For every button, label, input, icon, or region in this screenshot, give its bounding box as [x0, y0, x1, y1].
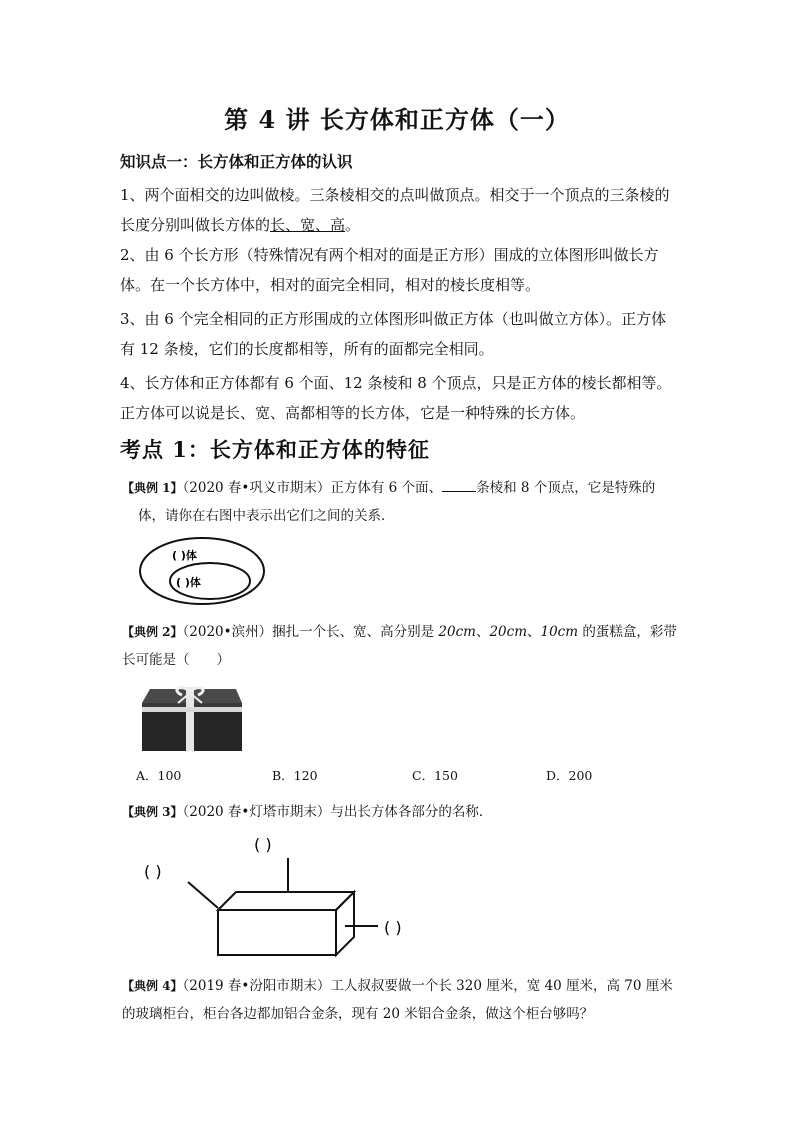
cuboid-right-face — [336, 892, 354, 955]
example-2-tag: 【典例 2】 — [122, 625, 183, 639]
paragraph-1-text: 1、两个面相交的边叫做棱。三条棱相交的点叫做顶点。相交于一个顶点的三条棱的长度分别叫做长方体的 — [120, 186, 670, 234]
option-b[interactable]: B．120 — [272, 768, 318, 783]
example-1 — [122, 474, 682, 530]
example-1-text-b: 条棱和 8 个顶点，它是特殊的 — [476, 480, 656, 496]
option-a[interactable]: A．100 — [136, 768, 182, 783]
paragraph-1-end: 。 — [345, 216, 361, 234]
outer-label: ( )体 — [172, 549, 197, 562]
example-4-tag: 【典例 4】 — [122, 979, 183, 993]
example-2-text-a: （2020•滨州）捆扎一个长、宽、高分别是 — [182, 624, 439, 640]
example-2: 【典例 2】（2020•滨州）捆扎一个长、宽、高分别是 20cm、20cm、10cm 的蛋糕盒，彩带长可能是（ ） — [122, 624, 677, 668]
blank-left: ( ) — [144, 862, 162, 881]
section-heading-knowledge: 知识点一：长方体和正方体的认识 — [120, 152, 353, 171]
paragraph-3: 3、由 6 个完全相同的正方形围成的立体图形叫做正方体（也叫做立方体）。正方体有 12 条棱，它们的长度都相等，所有的面都完全相同。 — [120, 310, 667, 358]
example-1-blank — [442, 477, 476, 492]
blank-right: ( ) — [384, 918, 402, 937]
inner-label: ( )体 — [176, 576, 201, 589]
example-1-venn-diagram — [138, 535, 268, 610]
section-heading-exam-point: 考点 1：长方体和正方体的特征 — [120, 437, 430, 462]
dimension-3: 10cm — [540, 624, 579, 640]
cuboid-top-face — [218, 892, 354, 910]
dimension-2: 20cm — [489, 624, 527, 640]
example-4-text: （2019 春•汾阳市期末）工人叔叔要做一个长 320 厘米，宽 40 厘米，高 70 厘米的玻璃柜台，柜台各边都加铝合金条，现有 20 米铝合金条，做这个柜台够吗？ — [122, 978, 673, 1022]
blank-top: ( ) — [254, 835, 272, 854]
example-3 — [122, 798, 682, 826]
cuboid-diagram — [138, 830, 478, 965]
paragraph-1 — [120, 180, 680, 240]
example-3-text: （2020 春•灯塔市期末）与出长方体各部分的名称． — [182, 804, 493, 820]
page-title: 第 4 讲 长方体和正方体（一） — [224, 105, 570, 134]
option-c[interactable]: C．150 — [412, 768, 458, 783]
example-3-tag: 【典例 3】 — [122, 805, 183, 819]
option-d[interactable]: D．200 — [546, 768, 593, 783]
paragraph-4: 4、长方体和正方体都有 6 个面、12 条棱和 8 个顶点，只是正方体的棱长都相等。正方体可以说是长、宽、高都相等的长方体，它是一种特殊的长方体。 — [120, 374, 672, 422]
example-2-text-b: 的蛋糕盒，彩带长可能是（ ） — [122, 624, 677, 668]
dimension-1: 20cm — [438, 624, 476, 640]
paragraph-2: 2、由 6 个长方形（特殊情况有两个相对的面是正方形）围成的立体图形叫做长方体。在一个长方体中，相对的面完全相同，相对的棱长度相等。 — [120, 246, 659, 294]
example-1-text-c: 体，请你在右图中表示出它们之间的关系． — [138, 508, 395, 524]
example-4 — [122, 972, 682, 1028]
outer-ellipse — [140, 538, 264, 604]
example-1-text-a: （2020 春•巩义市期末）正方体有 6 个面、 — [182, 480, 443, 496]
pointer-left — [188, 882, 218, 908]
paragraph-1-underlined: 长、宽、高 — [270, 216, 346, 234]
cuboid-front-face — [218, 910, 336, 955]
example-1-tag: 【典例 1】 — [122, 481, 183, 495]
cake-box-photo — [138, 683, 244, 755]
